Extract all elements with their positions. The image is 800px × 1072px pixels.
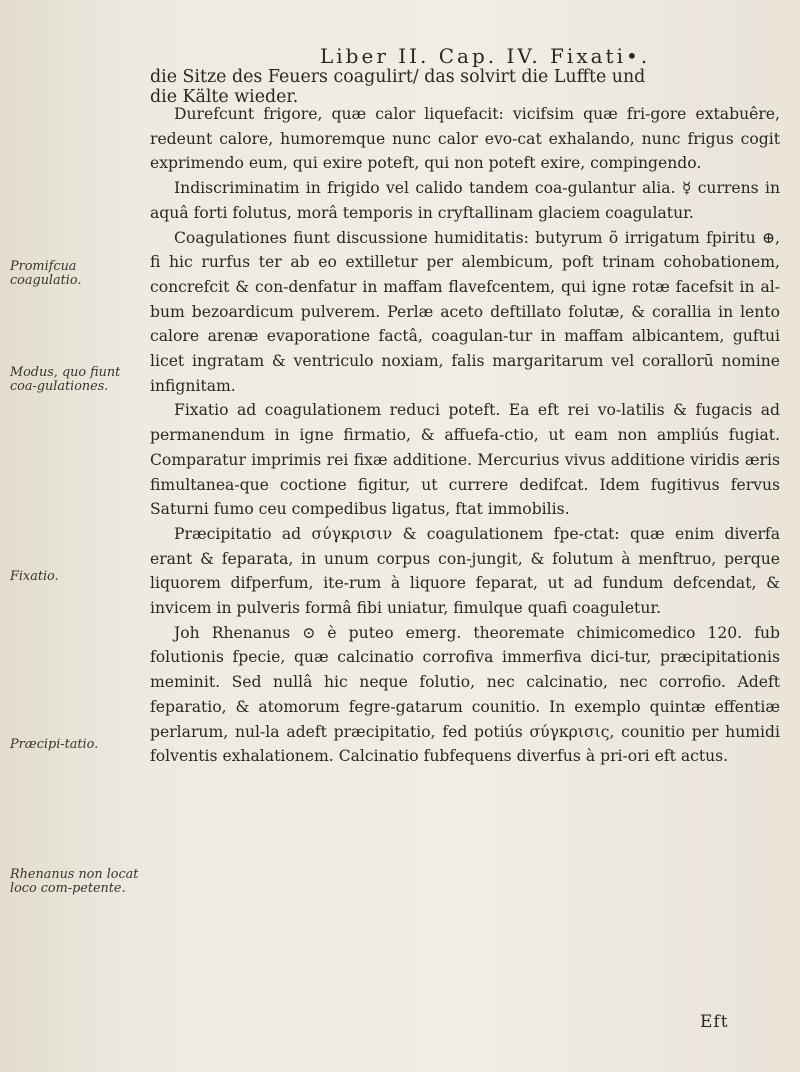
catchword: Eft	[700, 1012, 729, 1032]
paragraph-fixatio: Fixatio ad coagulationem reduci poteft. Ea eft rei vo-latilis & fugacis ad permanendum in igne firmatio, & affuefa-ctio, ut eam non ampliús fugiat. Comparatur imprimis rei fixæ additione. Mercurius vivus additione viridis æris fimultanea-que coctione figitur, ut currere dedifcat. Idem fugitivus fervus Saturni fumo ceu compedibus ligatus, ftat immobilis.	[150, 401, 780, 519]
paragraph-frigore: Durefcunt frigore, quæ calor liquefacit: vicifsim quæ fri-gore extabuêre, redeunt calore, humoremque nunc calor evo-cat exhalando, nunc frigus cogit exprimendo eum, qui exire poteft, qui non poteft exire, compingendo.	[150, 105, 780, 173]
german-gloss-line-1: die Sitze des Feuers coagulirt/ das solvirt die Luffte und	[150, 67, 646, 87]
margin-note-fixatio: Fixatio.	[10, 569, 59, 584]
body-text	[150, 102, 780, 769]
margin-note-modus: Modus, quo fiunt coa-gulationes.	[10, 365, 121, 394]
margin-note-promiscua: Promifcua coagulatio.	[10, 259, 82, 288]
margin-note-praecipitatio: Præcipi-tatio.	[10, 737, 99, 752]
german-gloss-line-2: die Kälte wieder.	[150, 87, 299, 107]
running-header: Liber II. Cap. IV. Fixati•.	[320, 44, 651, 68]
paragraph-rhenanus: Joh Rhenanus ⊙ è puteo emerg. theoremate chimicomedico 120. fub folutionis fpecie, quæ calcinatio corrofiva immerfiva dici-tur, præcipitationis meminit. Sed nullâ hic neque folutio, nec calcinatio, nec corrofio. Adeft feparatio, & atomorum fegre-gatarum counitio. In exemplo quintæ effentiæ perlarum, nul-la adeft præcipitatio, fed potiús σύγκρισις, counitio per humidi folventis exhalationem. Calcinatio fubfequens diverfus à pri-ori eft actus.	[150, 623, 780, 766]
paragraph-coagulationes: Coagulationes fiunt discussione humiditatis: butyrum õ irrigatum fpiritu ⊕, fi hic rurfus ter ab eo extilletur per alembicum, poft trinam cohobationem, concrefcit & con-denfatur in maffam flavefcentem, qui igne rotæ facefsit in al-bum bezoardicum pulverem. Perlæ aceto deftillato folutæ, & corallia in lento calore arenæ evaporatione factâ, coagulan-tur in maffam albicantem, guftui licet ingratam & ventriculo noxiam, falis margaritarum vel corallorū nomine infignitam.	[150, 228, 780, 395]
paragraph-indiscriminatim: Indiscriminatim in frigido vel calido tandem coa-gulantur alia. ☿ currens in aquâ forti folutus, morâ temporis in cryftallinam glaciem coagulatur.	[150, 179, 780, 222]
paragraph-praecipitatio: Præcipitatio ad σύγκρισιν & coagulationem fpe-ctat: quæ enim diverfa erant & feparata, in unum corpus con-jungit, & folutum à menftruo, perque liquorem difperfum, ite-rum à liquore feparat, ut ad fundum defcendat, & invicem in pulveris formâ fibi uniatur, fimulque quafi coaguletur.	[150, 524, 780, 618]
margin-note-rhenanus: Rhenanus non locat loco com-petente.	[10, 867, 139, 896]
